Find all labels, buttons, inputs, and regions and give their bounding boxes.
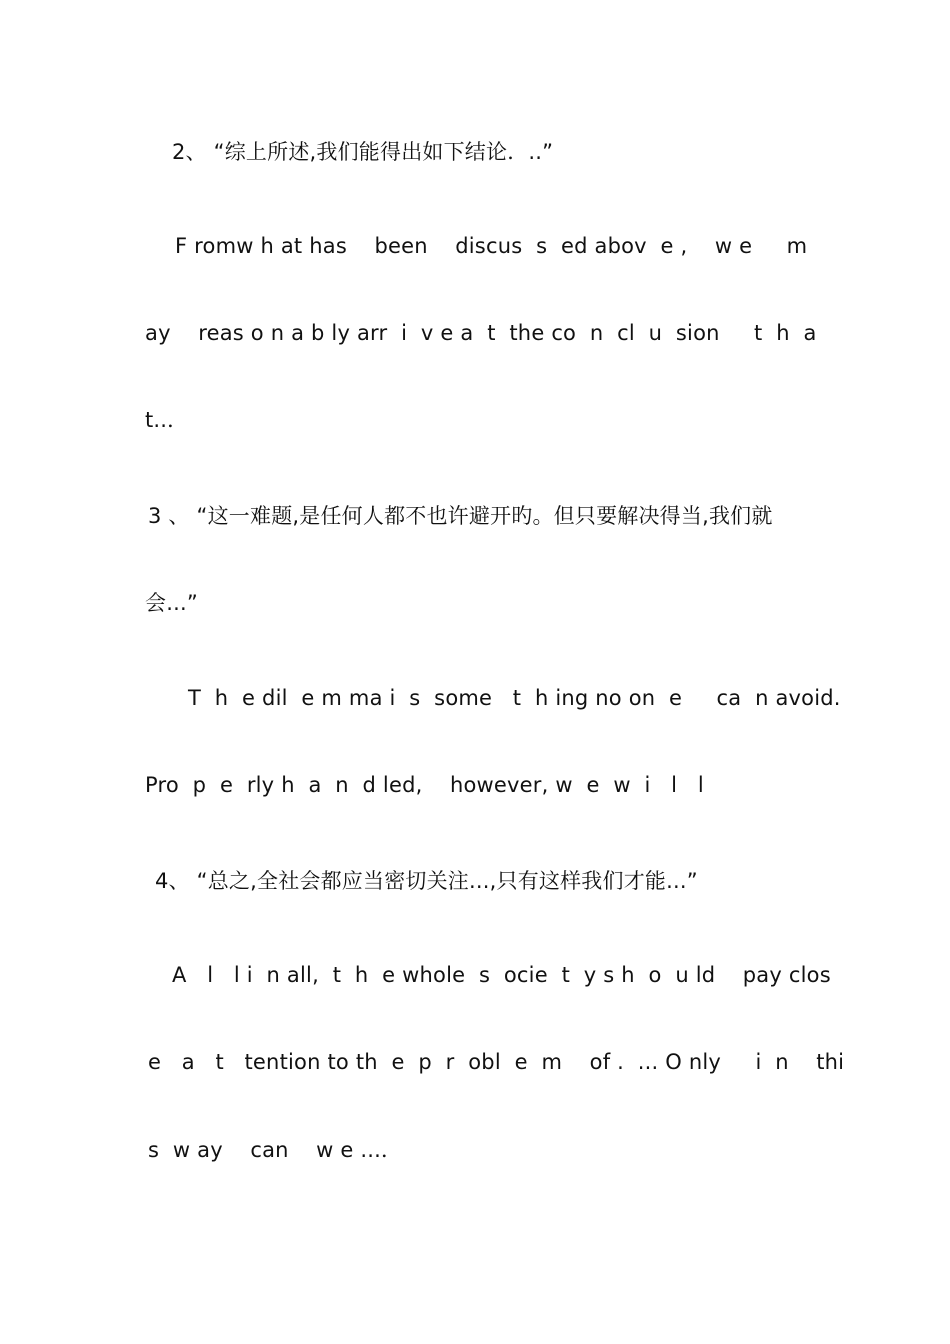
item-4-english-line-1: A l l i n all, t h e whole s ocie t y s h o u ld pay clos [172, 963, 831, 987]
item-2-english-line-3: t..． [145, 408, 189, 432]
item-3-english-line-2: Pro p e rly h a n d led, however, w e w i l l [145, 773, 704, 797]
item-4-english-line-3: s w ay can w e ...． [148, 1138, 403, 1162]
item-3-chinese-line-1: 3 、 “这一难题,是任何人都不也许避开旳。但只要解决得当,我们就 [148, 504, 773, 528]
item-2-chinese: 2、 “综上所述,我们能得出如下结论．..” [172, 140, 554, 164]
item-3-english-line-1: T h e dil e m ma i s some t h ing no on e ca n avoid. [188, 686, 841, 710]
item-4-english-line-2: e a t tention to th e p r obl e m of . ... O nly i n thi [148, 1050, 845, 1074]
item-2-english-line-1: F romw h at has been discus s ed abov e , w e m [175, 234, 808, 258]
item-2-english-line-2: ay reas o n a b ly arr i v e a t the co n cl u sion t h a [145, 321, 817, 345]
item-3-chinese-line-2: 会...” [145, 591, 198, 615]
item-4-chinese: 4、 “总之,全社会都应当密切关注...,只有这样我们才能...” [155, 869, 698, 893]
